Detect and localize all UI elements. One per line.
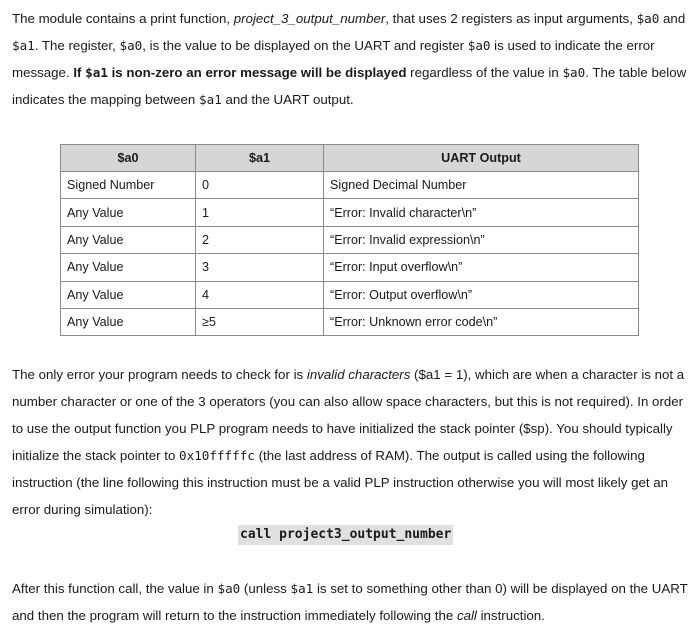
error-check-paragraph: The only error your program needs to check for is invalid characters ($a1 = 1), which are when a character is not a number character or one of the 3 operators (you can also allow space characters, but this is not required). In order to use the output function you PLP program needs to have initialized the stack pointer ($sp). You should typically initialize the stack pointer to 0x10fffffc (the last address of RAM). The output is called using the following instruction (the line following this instruction must be a valid PLP instruction otherwise you will most likely get an error during simulation): — [12, 367, 685, 517]
cell-a0: Signed Number — [61, 172, 196, 199]
cell-a1: 4 — [196, 281, 324, 308]
cell-a1: 3 — [196, 254, 324, 281]
cell-a1: 1 — [196, 199, 324, 226]
header-a1: $a1 — [196, 145, 324, 172]
call-instruction-code: call project3_output_number — [238, 525, 453, 545]
cell-a0: Any Value — [61, 199, 196, 226]
cell-a0: Any Value — [61, 226, 196, 253]
intro-paragraph: The module contains a print function, project_3_output_number, that uses 2 registers as input arguments, $a0 and $a1. The register, $a0, is the value to be displayed on the UART and register $a0 is used to indicate the error message. If $a1 is non-zero an error message will be displayed regardless of the value in $a0. The table below indicates the mapping between $a1 and the UART output. — [12, 11, 687, 107]
table-row — [61, 281, 639, 308]
table-row — [61, 199, 639, 226]
cell-uart: “Error: Output overflow\n” — [324, 281, 639, 308]
header-a0: $a0 — [61, 145, 196, 172]
table-header-row — [61, 145, 639, 172]
cell-uart: Signed Decimal Number — [324, 172, 639, 199]
cell-uart: “Error: Invalid character\n” — [324, 199, 639, 226]
cell-uart: “Error: Unknown error code\n” — [324, 308, 639, 335]
table-row — [61, 226, 639, 253]
table-row — [61, 254, 639, 281]
header-uart-output: UART Output — [324, 145, 639, 172]
cell-a1: ≥5 — [196, 308, 324, 335]
cell-a0: Any Value — [61, 281, 196, 308]
after-call-paragraph: After this function call, the value in $a0 (unless $a1 is set to something other than 0) will be displayed on the UART and then the program will return to the instruction immediately following the call instruction. — [12, 581, 688, 623]
function-name: project_3_output_number — [233, 11, 386, 26]
register-mapping-table — [60, 144, 639, 336]
cell-uart: “Error: Input overflow\n” — [324, 254, 639, 281]
cell-a1: 2 — [196, 226, 324, 253]
cell-a1: 0 — [196, 172, 324, 199]
cell-a0: Any Value — [61, 254, 196, 281]
table-row — [61, 308, 639, 335]
cell-uart: “Error: Invalid expression\n” — [324, 226, 639, 253]
stack-pointer-value: 0x10fffffc — [179, 448, 255, 463]
table-row — [61, 172, 639, 199]
cell-a0: Any Value — [61, 308, 196, 335]
